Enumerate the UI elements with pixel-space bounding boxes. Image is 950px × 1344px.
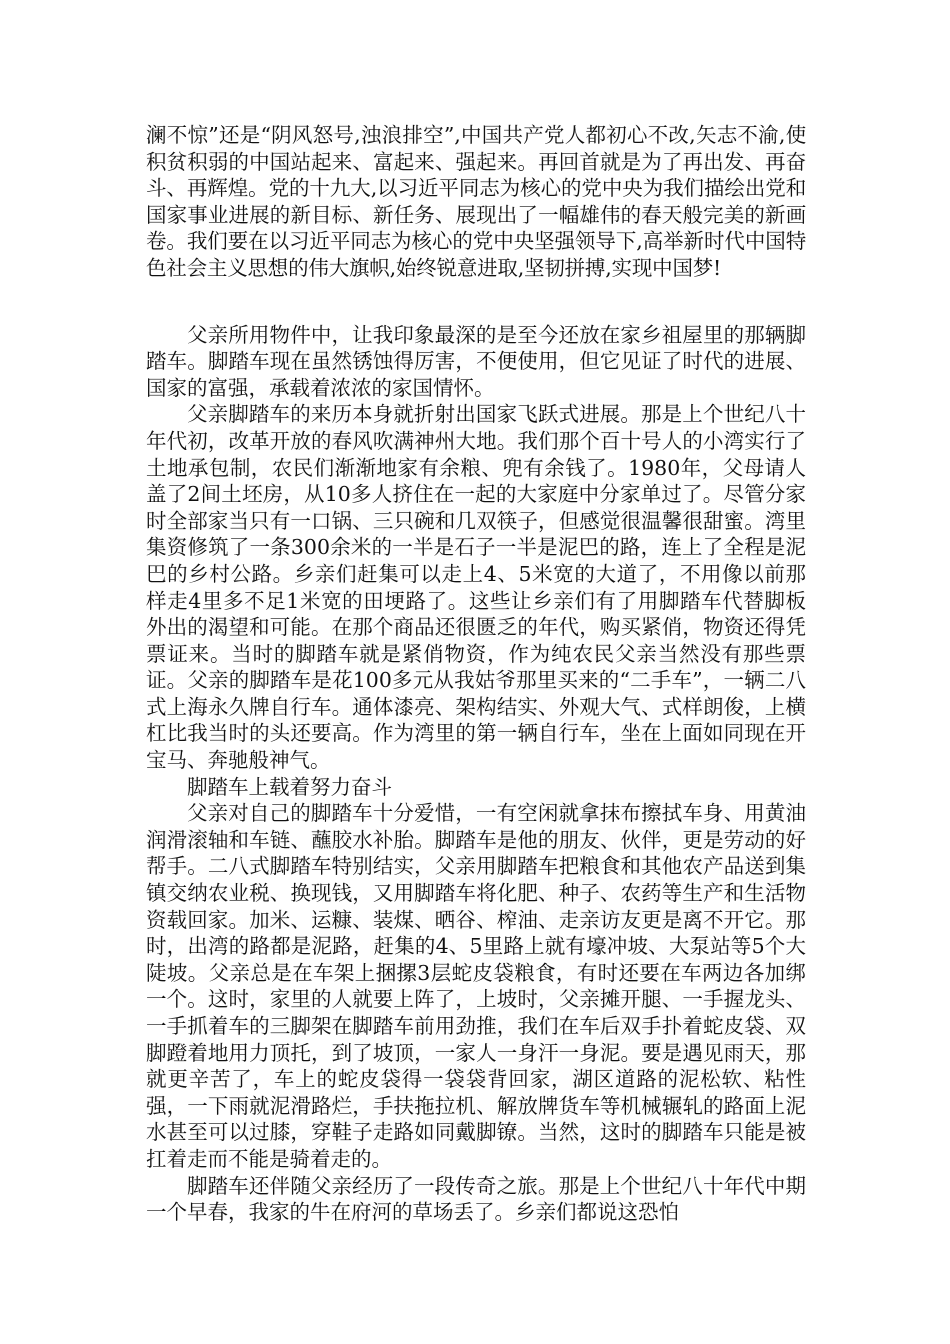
paragraph-bicycle-origin: 父亲脚踏车的来历本身就折射出国家飞跃式进展。那是上个世纪八十年代初，改革开放的春风吹满神州大地。我们那个百十号人的小湾实行了土地承包制，农民们渐渐地家有余粮、兜有余钱了。1980年，父母请人盖了2间土坯房，从10多人挤住在一起的大家庭中分家单过了。尽管分家时全部家当只有一口锅、三只碗和几双筷子，但感觉很温馨很甜蜜。湾里集资修筑了一条300余米的一半是石子一半是泥巴的路，连上了全程是泥巴的乡村公路。乡亲们赶集可以走上4、5米宽的大道了，不用像以前那样走4里多不足1米宽的田埂路了。这些让乡亲们有了用脚踏车代替脚板外出的渴望和可能。在那个商品还很匮乏的年代，购买紧俏，物资还得凭票证来。当时的脚踏车就是紧俏物资，作为纯农民父亲当然没有那些票证。父亲的脚踏车是花100多元从我姑爷那里买来的“二手车”，一辆二八式上海永久牌自行车。通体漆亮、架构结实、外观大气、式样朗俊，上横杠比我当时的头还要高。作为湾里的第一辆自行车，坐在上面如同现在开宝马、奔驰般神气。 — [146, 402, 806, 773]
paragraph-hard-work: 父亲对自己的脚踏车十分爱惜，一有空闲就拿抹布擦拭车身、用黄油润滑滚轴和车链、蘸胶水补胎。脚踏车是他的朋友、伙伴，更是劳动的好帮手。二八式脚踏车特别结实，父亲用脚踏车把粮食和其他农产品送到集镇交纳农业税、换现钱，又用脚踏车将化肥、种子、农药等生产和生活物资载回家。加米、运糠、装煤、晒谷、榨油、走亲访友更是离不开它。那时，出湾的路都是泥路，赶集的4、5里路上就有壕冲坡、大泵站等5个大陡坡。父亲总是在车架上捆摞3层蛇皮袋粮食，有时还要在车两边各加绑一个。这时，家里的人就要上阵了，上坡时，父亲摊开腿、一手握龙头、一手抓着车的三脚架在脚踏车前用劲推，我们在车后双手扑着蛇皮袋、双脚蹬着地用力顶托，到了坡顶，一家人一身汗一身泥。要是遇见雨天，那就更辛苦了，车上的蛇皮袋得一袋袋背回家，湖区道路的泥松软、粘性强，一下雨就泥滑路烂，手扶拖拉机、解放牌货车等机械辗轧的路面上泥水甚至可以过膝，穿鞋子走路如同戴脚镣。当然，这时的脚踏车只能是被扛着走而不能是骑着走的。 — [146, 801, 806, 1171]
section-heading: 脚踏车上载着努力奋斗 — [187, 774, 392, 799]
paragraph-spacer — [146, 282, 806, 322]
paragraph-continuation: 澜不惊”还是“阴风怒号,浊浪排空”,中国共产党人都初心不改,矢志不渝,使积贫积弱的中国站起来、富起来、强起来。再回首就是为了再出发、再奋斗、再辉煌。党的十九大,以习近平同志为核心的党中央为我们描绘出党和国家事业进展的新目标、新任务、展现出了一幅雄伟的春天般完美的新画卷。我们要在以习近平同志为核心的党中央坚强领导下,高举新时代中国特色社会主义思想的伟大旗帜,始终锐意进取,坚韧拼搏,实现中国梦! — [146, 123, 806, 280]
paragraph-legend-journey: 脚踏车还伴随父亲经历了一段传奇之旅。那是上个世纪八十年代中期一个早春，我家的牛在府河的草场丢了。乡亲们都说这恐怕 — [146, 1173, 806, 1225]
paragraph-bicycle-intro: 父亲所用物件中，让我印象最深的是至今还放在家乡祖屋里的那辆脚踏车。脚踏车现在虽然锈蚀得厉害，不便使用，但它见证了时代的进展、国家的富强，承载着浓浓的家国情怀。 — [146, 322, 806, 400]
document-page — [146, 122, 806, 1226]
